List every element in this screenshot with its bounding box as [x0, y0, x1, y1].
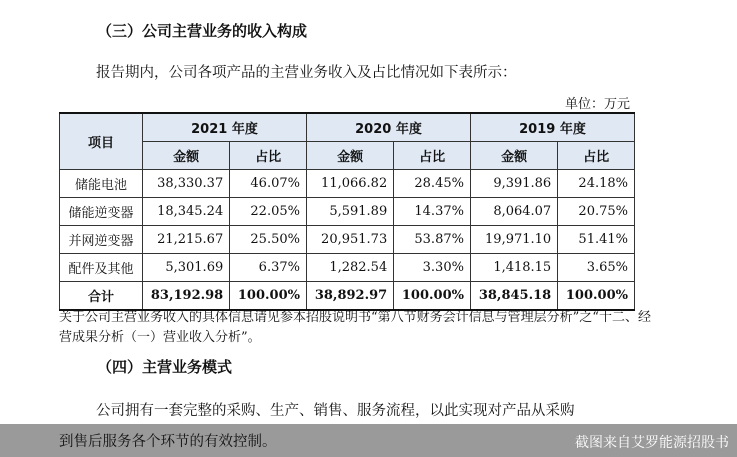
- cell: 100.00%: [230, 282, 307, 311]
- amount-header: 金额: [306, 142, 393, 170]
- cell: 83,192.98: [143, 282, 230, 311]
- cell: 53.87%: [394, 226, 471, 254]
- amount-header: 金额: [143, 142, 230, 170]
- section-heading-3: （三）公司主营业务的收入构成: [97, 22, 308, 40]
- cell: 20,951.73: [306, 226, 393, 254]
- share-header: 占比: [394, 142, 471, 170]
- cell: 38,845.18: [470, 282, 557, 311]
- cell: 25.50%: [230, 226, 307, 254]
- cell: 100.00%: [558, 282, 635, 311]
- cell: 19,971.10: [470, 226, 557, 254]
- revenue-table: [59, 112, 635, 311]
- cell: 21,215.67: [143, 226, 230, 254]
- row-name: 配件及其他: [60, 254, 143, 282]
- section-heading-4: （四）主营业务模式: [97, 358, 233, 376]
- paragraph-line-2: 到售后服务各个环节的有效控制。: [59, 434, 277, 450]
- cell: 3.30%: [394, 254, 471, 282]
- cell: 51.41%: [558, 226, 635, 254]
- cell: 38,330.37: [143, 170, 230, 198]
- cell: 3.65%: [558, 254, 635, 282]
- cell: 5,301.69: [143, 254, 230, 282]
- unit-label: 单位：万元: [564, 97, 630, 112]
- cell: 8,064.07: [470, 198, 557, 226]
- year-header: 2021 年度: [143, 113, 307, 142]
- row-name: 合计: [60, 282, 143, 311]
- cell: 5,591.89: [306, 198, 393, 226]
- intro-paragraph: 报告期内，公司各项产品的主营业务收入及占比情况如下表所示：: [96, 65, 517, 81]
- table-row: [60, 170, 635, 198]
- row-name: 并网逆变器: [60, 226, 143, 254]
- amount-header: 金额: [470, 142, 557, 170]
- year-header: 2019 年度: [470, 113, 634, 142]
- cell: 20.75%: [558, 198, 635, 226]
- cell: 6.37%: [230, 254, 307, 282]
- paragraph-line-1: 公司拥有一套完整的采购、生产、销售、服务流程，以此实现对产品从采购: [96, 403, 575, 419]
- year-header: 2020 年度: [306, 113, 470, 142]
- table-row: [60, 226, 635, 254]
- table-note: 关于公司主营业务收入的具体信息请见参本招股说明书“第八节财务会计信息与管理层分析”之“十二、经营成果分析（一）营业收入分析”。: [59, 310, 651, 345]
- source-watermark: 截图来自艾罗能源招股书: [575, 435, 729, 451]
- cell: 9,391.86: [470, 170, 557, 198]
- cell: 1,418.15: [470, 254, 557, 282]
- total-row: [60, 282, 635, 311]
- cell: 22.05%: [230, 198, 307, 226]
- cell: 100.00%: [394, 282, 471, 311]
- cell: 11,066.82: [306, 170, 393, 198]
- item-header: 项目: [60, 113, 143, 170]
- cell: 24.18%: [558, 170, 635, 198]
- table-row: [60, 254, 635, 282]
- cell: 46.07%: [230, 170, 307, 198]
- share-header: 占比: [230, 142, 307, 170]
- cell: 28.45%: [394, 170, 471, 198]
- table-row: [60, 198, 635, 226]
- row-name: 储能逆变器: [60, 198, 143, 226]
- cell: 1,282.54: [306, 254, 393, 282]
- cell: 14.37%: [394, 198, 471, 226]
- row-name: 储能电池: [60, 170, 143, 198]
- share-header: 占比: [558, 142, 635, 170]
- cell: 38,892.97: [306, 282, 393, 311]
- cell: 18,345.24: [143, 198, 230, 226]
